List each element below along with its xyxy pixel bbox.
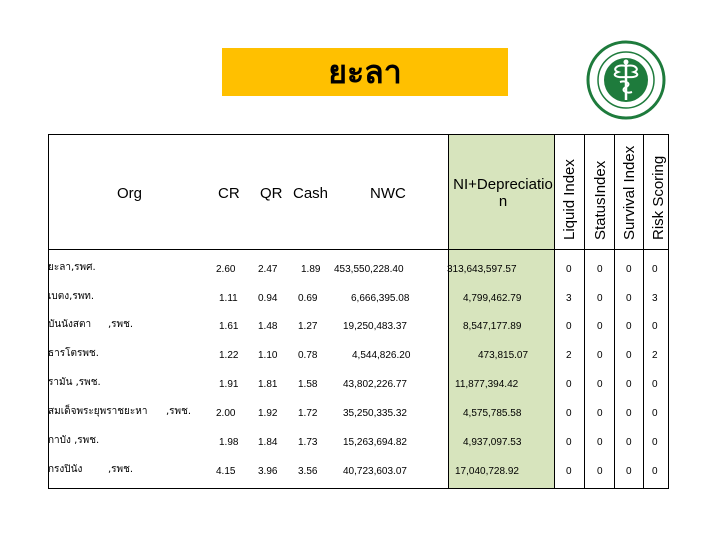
cell-ni: 17,040,728.92 xyxy=(455,466,519,477)
cell-status: 0 xyxy=(597,293,603,304)
cell-org: สมเด็จพระยุพราชยะหา xyxy=(48,406,148,417)
cell-liquid: 0 xyxy=(566,408,572,419)
moph-logo-icon xyxy=(586,40,666,120)
cell-status: 0 xyxy=(597,321,603,332)
header-status-index: StatusIndex xyxy=(592,160,609,240)
cell-org: กาบัง ,รพช. xyxy=(48,435,100,446)
cell-qr: 1.10 xyxy=(258,350,278,361)
header-ni-line2: n xyxy=(498,193,508,210)
cell-survival: 0 xyxy=(626,466,632,477)
cell-org: กรงปินัง xyxy=(48,464,83,475)
cell-risk: 0 xyxy=(652,264,658,275)
cell-cash: 1.27 xyxy=(298,321,318,332)
cell-risk: 0 xyxy=(652,321,658,332)
cell-org-suffix: ,รพช. xyxy=(108,319,134,330)
cell-cr: 1.11 xyxy=(219,293,238,304)
cell-qr: 1.81 xyxy=(258,379,278,390)
cell-survival: 0 xyxy=(626,437,632,448)
cell-survival: 0 xyxy=(626,264,632,275)
cell-nwc: 35,250,335.32 xyxy=(343,408,407,419)
header-ni-depreciation xyxy=(453,176,553,210)
cell-risk: 0 xyxy=(652,408,658,419)
cell-risk: 0 xyxy=(652,379,658,390)
cell-cr: 1.61 xyxy=(219,321,239,332)
cell-liquid: 0 xyxy=(566,437,572,448)
cell-cr: 4.15 xyxy=(216,466,236,477)
cell-risk: 2 xyxy=(652,350,658,361)
cell-survival: 0 xyxy=(626,379,632,390)
cell-status: 0 xyxy=(597,350,603,361)
cell-cr: 1.22 xyxy=(219,350,239,361)
cell-org: ธารโตรพช. xyxy=(48,348,99,359)
cell-status: 0 xyxy=(597,466,603,477)
cell-liquid: 3 xyxy=(566,293,572,304)
cell-nwc: 19,250,483.37 xyxy=(343,321,407,332)
header-nwc: NWC xyxy=(370,185,406,202)
header-liquid-index: Liquid Index xyxy=(561,159,578,240)
cell-cash: 1.89 xyxy=(301,264,321,275)
cell-survival: 0 xyxy=(626,293,632,304)
cell-nwc: 43,802,226.77 xyxy=(343,379,407,390)
cell-status: 0 xyxy=(597,379,603,390)
cell-ni: 11,877,394.42 xyxy=(455,379,519,390)
cell-cash: 0.69 xyxy=(298,293,318,304)
header-cr: CR xyxy=(218,185,240,202)
cell-ni: 4,937,097.53 xyxy=(463,437,522,448)
cell-risk: 3 xyxy=(652,293,658,304)
cell-qr: 3.96 xyxy=(258,466,278,477)
cell-cash: 3.56 xyxy=(298,466,318,477)
cell-liquid: 2 xyxy=(566,350,572,361)
cell-qr: 2.47 xyxy=(258,264,278,275)
cell-qr: 1.92 xyxy=(258,408,278,419)
cell-ni: 4,799,462.79 xyxy=(463,293,522,304)
cell-cr: 1.91 xyxy=(219,379,239,390)
cell-cash: 1.72 xyxy=(298,408,318,419)
cell-cr: 1.98 xyxy=(219,437,239,448)
cell-nwc: 4,544,826.20 xyxy=(352,350,411,361)
cell-nwc: 40,723,603.07 xyxy=(343,466,407,477)
cell-qr: 0.94 xyxy=(258,293,278,304)
cell-status: 0 xyxy=(597,437,603,448)
cell-nwc: 15,263,694.82 xyxy=(343,437,407,448)
cell-survival: 0 xyxy=(626,321,632,332)
cell-risk: 0 xyxy=(652,437,658,448)
header-org: Org xyxy=(117,185,143,202)
cell-status: 0 xyxy=(597,264,603,275)
cell-ni: 473,815.07 xyxy=(478,350,529,361)
cell-qr: 1.84 xyxy=(258,437,278,448)
cell-org-suffix: ,รพช. xyxy=(108,464,134,475)
cell-cash: 1.58 xyxy=(298,379,318,390)
cell-cr: 2.00 xyxy=(216,408,236,419)
cell-cash: 0.78 xyxy=(298,350,318,361)
cell-survival: 0 xyxy=(626,350,632,361)
cell-ni: 313,643,597.57 xyxy=(447,264,517,275)
cell-risk: 0 xyxy=(652,466,658,477)
cell-cash: 1.73 xyxy=(298,437,318,448)
cell-cr: 2.60 xyxy=(216,264,236,275)
page-title: ยะลา xyxy=(222,48,508,96)
cell-org-suffix: ,รพช. xyxy=(166,406,192,417)
cell-nwc: 453,550,228.40 xyxy=(334,264,404,275)
cell-qr: 1.48 xyxy=(258,321,278,332)
cell-liquid: 0 xyxy=(566,321,572,332)
header-cash: Cash xyxy=(293,185,329,202)
cell-ni: 4,575,785.58 xyxy=(463,408,522,419)
cell-liquid: 0 xyxy=(566,264,572,275)
cell-org: รามัน ,รพช. xyxy=(48,377,101,388)
cell-org: ยะลา,รพศ. xyxy=(48,262,96,273)
cell-ni: 8,547,177.89 xyxy=(463,321,522,332)
header-qr: QR xyxy=(260,185,283,202)
header-survival-index: Survival Index xyxy=(621,145,638,240)
cell-liquid: 0 xyxy=(566,466,572,477)
cell-nwc: 6,666,395.08 xyxy=(351,293,410,304)
header-ni-line1: NI+Depreciatio xyxy=(453,176,553,193)
cell-org: เบตง,รพท. xyxy=(48,291,95,302)
cell-survival: 0 xyxy=(626,408,632,419)
cell-liquid: 0 xyxy=(566,379,572,390)
cell-org: บันนังสตา xyxy=(48,319,92,330)
header-risk-scoring: Risk Scoring xyxy=(650,155,667,240)
cell-status: 0 xyxy=(597,408,603,419)
